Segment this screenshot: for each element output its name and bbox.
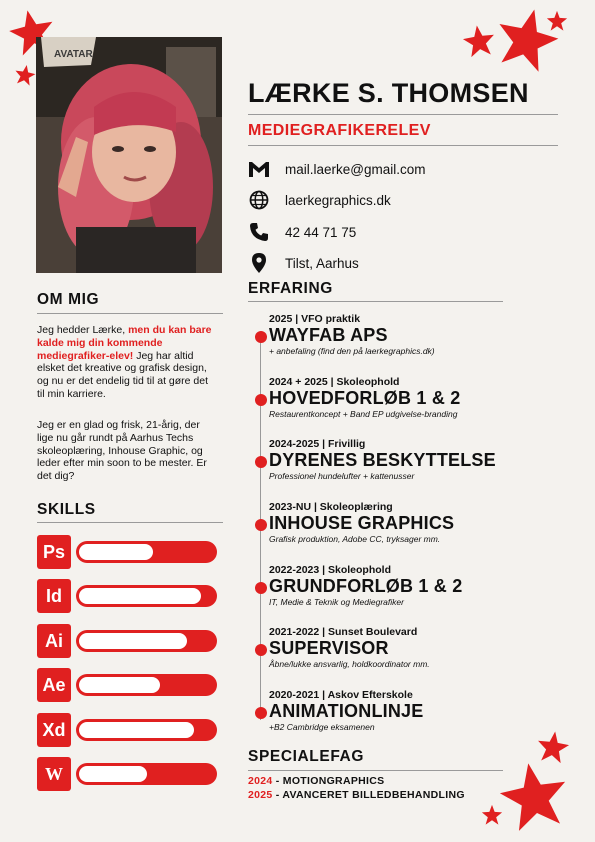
specialefag-text: - MOTIONGRAPHICS [272,775,385,787]
contact-email[interactable] [248,158,426,180]
experience-desc: +B2 Cambridge eksamenen [269,722,375,732]
phone-icon [248,221,270,243]
timeline-dot [255,456,267,468]
experience-desc: Professionel hundelufter + kattenusser [269,471,415,481]
divider [37,313,223,314]
skill-bar [76,585,217,607]
experience-title: ERFARING [248,280,333,297]
experience-desc: Restaurentkoncept + Band EP udgivelse-branding [269,409,458,419]
portrait-photo [36,37,222,273]
experience-desc: Åbne/lukke ansvarlig, holdkoordinator mm. [269,659,430,669]
divider [248,114,558,115]
experience-title-text: DYRENES BESKYTTELSE [269,450,496,470]
star-decoration-icon [462,24,496,58]
specialefag-item [248,775,384,787]
skill-bar [76,630,217,652]
experience-desc: IT, Medie & Teknik og Mediegrafiker [269,597,404,607]
contact-location [248,252,359,274]
star-decoration-icon [498,760,570,832]
email-text: mail.laerke@gmail.com [285,161,426,177]
location-pin-icon [248,252,270,274]
skill-level [79,722,194,738]
globe-icon [248,189,270,211]
skills-title: SKILLS [37,501,96,518]
skill-row [37,535,217,569]
experience-title-text: WAYFAB APS [269,325,388,345]
hat-text: AVATAR [54,49,93,60]
experience-desc: + anbefaling (find den på laerkegraphics.dk) [269,346,435,356]
skill-row [37,579,217,613]
star-decoration-icon [546,10,568,32]
divider [248,301,503,302]
skill-bar [76,763,217,785]
experience-meta: 2024-2025 | Frivillig [269,438,366,450]
contact-phone[interactable] [248,221,357,243]
specialefag-year: 2024 [248,775,273,787]
experience-meta: 2020-2021 | Askov Efterskole [269,689,413,701]
person-name: LÆRKE S. THOMSEN [248,78,529,108]
divider [37,522,223,523]
location-text: Tilst, Aarhus [285,255,359,271]
star-decoration-icon [14,64,36,86]
specialefag-year: 2025 [248,789,273,801]
star-decoration-icon [481,804,503,826]
skill-row [37,624,217,658]
timeline-dot [255,331,267,343]
divider [248,145,558,146]
about-text: Jeg har altid elsket det kreative og grafisk design, og nu er det endelig tid til at gøre det til min karriere. [37,349,209,400]
experience-title-text: SUPERVISOR [269,638,389,658]
experience-title-text: INHOUSE GRAPHICS [269,513,455,533]
about-text: Jeg hedder Lærke, [37,324,129,336]
photoshop-badge: Ps [37,535,71,569]
skill-row [37,668,217,702]
specialefag-text: - AVANCERET BILLEDBEHANDLING [272,789,465,801]
skill-bar [76,719,217,741]
experience-meta: 2022-2023 | Skoleophold [269,564,391,576]
indesign-badge: Id [37,579,71,613]
gmail-icon [248,158,270,180]
profile-photo [36,37,222,273]
experience-meta: 2023-NU | Skoleoplæring [269,501,393,513]
experience-meta: 2025 | VFO praktik [269,313,361,325]
star-decoration-icon [536,730,570,764]
after-effects-badge: Ae [37,668,71,702]
skill-level [79,588,201,604]
skill-bar [76,674,217,696]
experience-meta: 2021-2022 | Sunset Boulevard [269,626,418,638]
skill-row [37,713,217,747]
specialefag-title: SPECIALEFAG [248,748,364,765]
experience-desc: Grafisk produktion, Adobe CC, tryksager mm. [269,534,441,544]
skill-level [79,677,160,693]
about-paragraph-2: Jeg er en glad og frisk, 21-årig, der lige nu går rundt på Aarhus Techs skoleoplæring, Inhouse Graphic, og leder efter min soon to be mester. Er det dig? [37,419,207,483]
timeline-dot [255,394,267,406]
word-badge: W [37,757,71,791]
experience-title-text: ANIMATIONLINJE [269,701,424,721]
skill-level [79,633,187,649]
about-paragraph-1 [37,324,215,401]
timeline-dot [255,644,267,656]
skill-row [37,757,217,791]
experience-title-text: HOVEDFORLØB 1 & 2 [269,388,461,408]
experience-title-text: GRUNDFORLØB 1 & 2 [269,576,463,596]
website-text: laerkegraphics.dk [285,192,391,208]
specialefag-item [248,789,465,801]
skill-level [79,544,153,560]
about-title: OM MIG [37,291,100,308]
phone-text: 42 44 71 75 [285,224,357,240]
contact-website[interactable] [248,189,391,211]
job-role: MEDIEGRAFIKERELEV [248,122,431,139]
skill-bar [76,541,217,563]
about-highlight: men du kan bare kalde mig din kommende mediegrafiker-elev! [37,324,212,362]
divider [248,770,503,771]
skill-level [79,766,147,782]
illustrator-badge: Ai [37,624,71,658]
timeline-dot [255,519,267,531]
timeline-dot [255,582,267,594]
experience-meta: 2024 + 2025 | Skoleophold [269,376,400,388]
timeline-dot [255,707,267,719]
xd-badge: Xd [37,713,71,747]
